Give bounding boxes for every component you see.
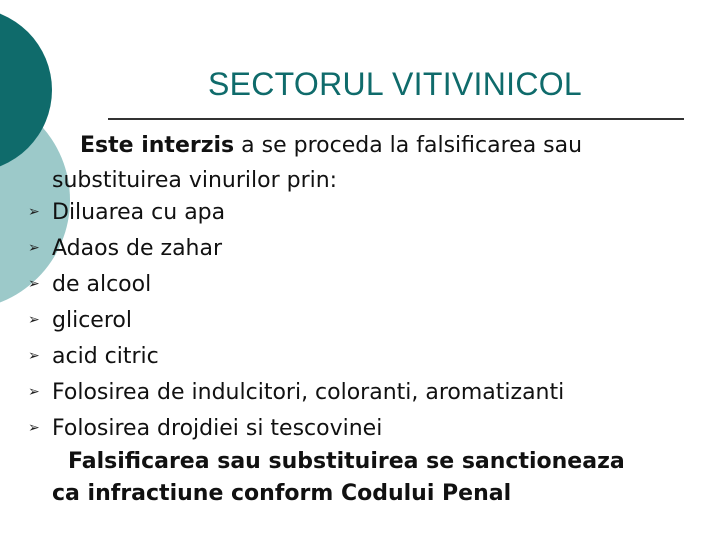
list-item [28, 410, 564, 446]
closing-line-2: ca infractiune conform Codului Penal [52, 481, 512, 506]
intro-line-1 [52, 128, 702, 163]
title-underline [108, 118, 684, 120]
closing-paragraph [52, 446, 712, 510]
list-item [28, 266, 564, 302]
list-item-text: de alcool [52, 271, 152, 297]
list-item-text: Folosirea de indulcitori, coloranti, aromatizanti [52, 379, 565, 405]
list-item-text: Folosirea drojdiei si tescovinei [52, 415, 383, 441]
list-item [28, 194, 564, 230]
list-item [28, 230, 564, 266]
slide-title: SECTORUL VITIVINICOL [207, 66, 583, 102]
arrow-bullet-icon: ➢ [28, 348, 40, 364]
arrow-bullet-icon: ➢ [28, 384, 40, 400]
arrow-bullet-icon: ➢ [28, 420, 40, 436]
arrow-bullet-icon: ➢ [28, 240, 40, 256]
intro-bold: Este interzis [80, 133, 235, 158]
list-item [28, 302, 564, 338]
list-item-text: acid citric [52, 343, 159, 369]
arrow-bullet-icon: ➢ [28, 312, 40, 328]
intro-paragraph [52, 128, 702, 198]
list-item [28, 338, 564, 374]
list-item-text: Adaos de zahar [52, 235, 223, 261]
arrow-bullet-icon: ➢ [28, 276, 40, 292]
list-item-text: Diluarea cu apa [52, 199, 226, 225]
intro-rest: a se proceda la falsificarea sau [234, 133, 583, 158]
arrow-bullet-icon: ➢ [28, 204, 40, 220]
bullet-list [28, 194, 564, 446]
closing-line-1: Falsificarea sau substituirea se sanctioneaza [68, 449, 625, 474]
list-item-text: glicerol [52, 307, 132, 333]
list-item [28, 374, 564, 410]
intro-line-2: substituirea vinurilor prin: [52, 168, 338, 193]
